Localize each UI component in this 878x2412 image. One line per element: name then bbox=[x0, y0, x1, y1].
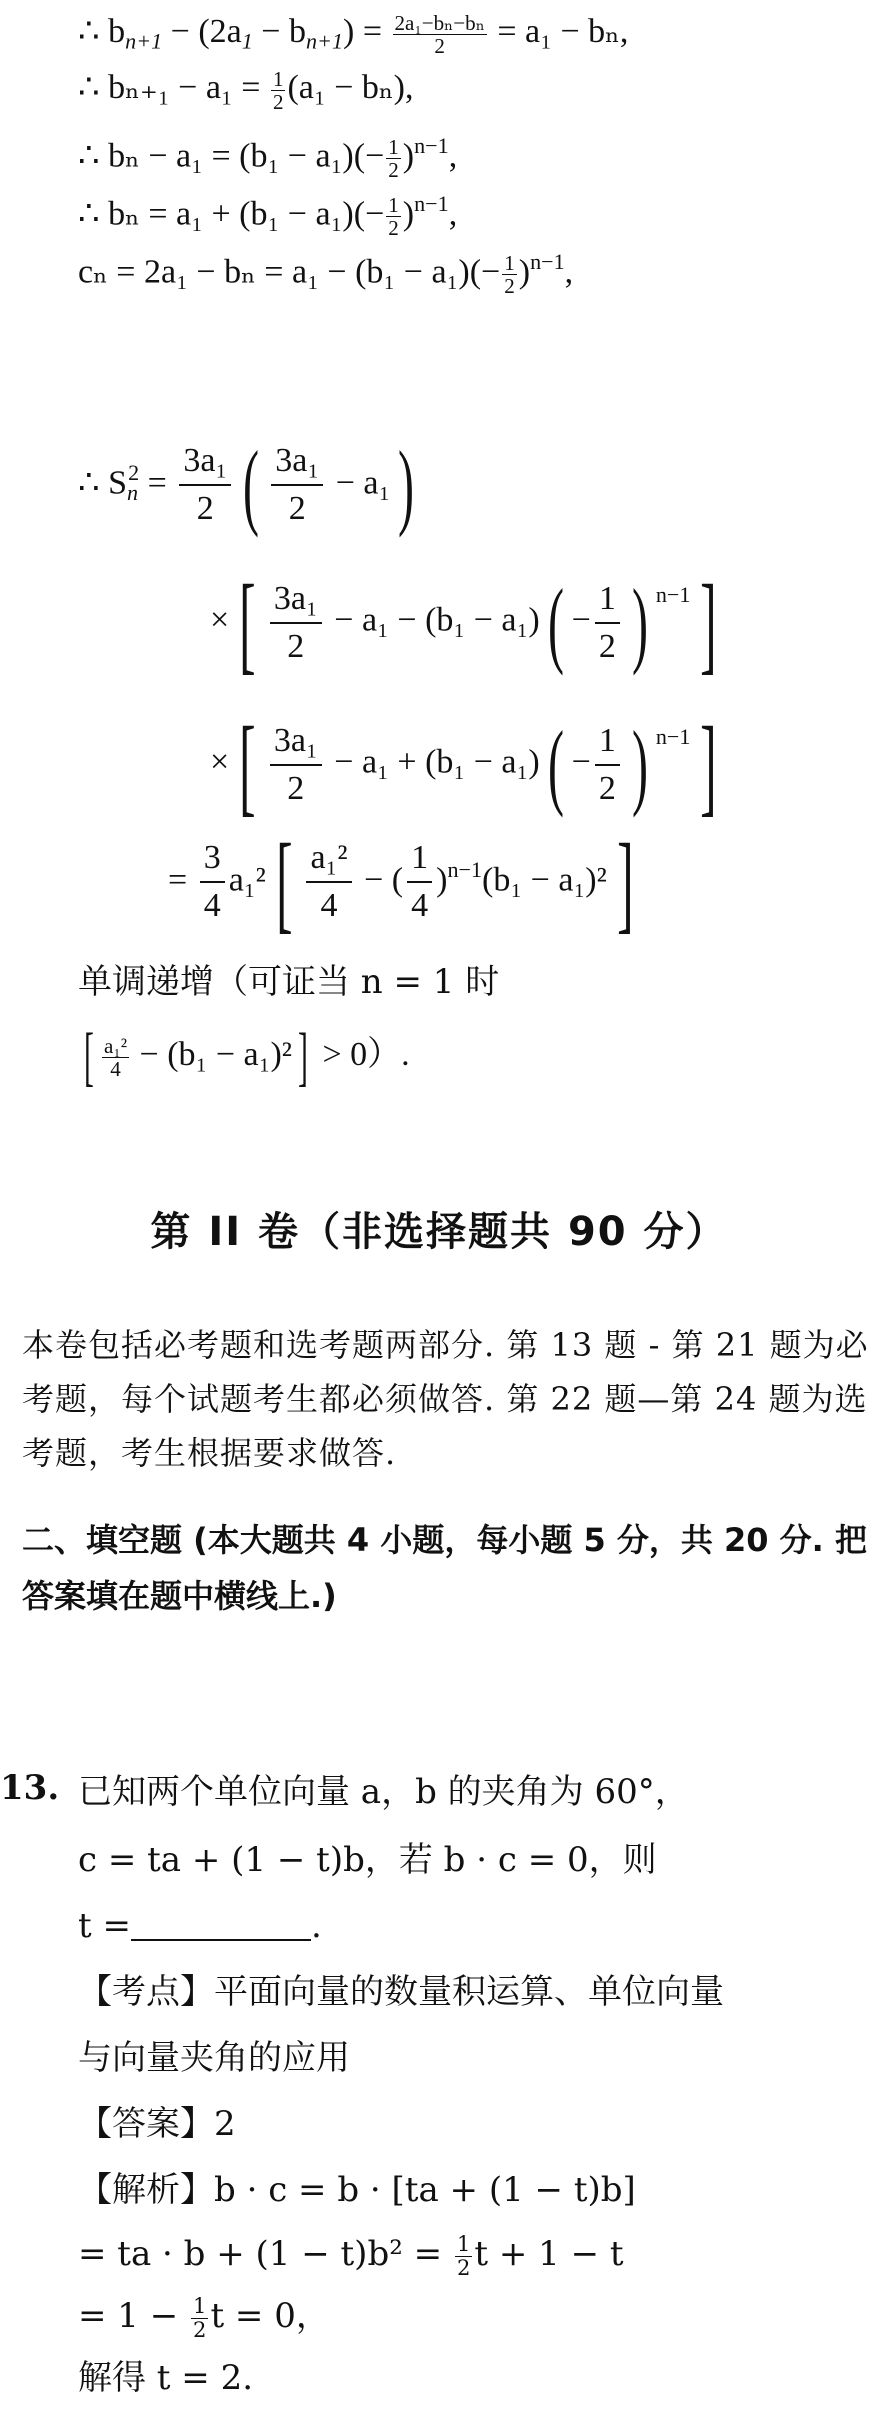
times-sign: × bbox=[210, 743, 230, 781]
fraction bbox=[386, 136, 401, 181]
text: = ta · b + (1 − t)b² = bbox=[78, 2234, 453, 2274]
kaodian-label: 【考点】 bbox=[78, 1972, 214, 2012]
text: (b₁ − a₁)² bbox=[482, 861, 607, 899]
numerator: 1 bbox=[595, 718, 620, 766]
numerator: 3 bbox=[200, 835, 225, 883]
fraction bbox=[271, 438, 323, 532]
numerator: 1 bbox=[272, 66, 284, 91]
jiexi-line-1 bbox=[78, 2168, 636, 2212]
left-paren: ( bbox=[243, 431, 260, 539]
fraction bbox=[407, 835, 432, 929]
left-paren: ( bbox=[547, 710, 564, 818]
right-bracket: ] bbox=[298, 1020, 308, 1094]
superscript: 2 bbox=[128, 460, 140, 485]
fraction bbox=[102, 1035, 129, 1080]
denominator: 2 bbox=[504, 273, 515, 298]
exponent: n−1 bbox=[414, 191, 449, 216]
fraction bbox=[595, 576, 620, 670]
derivation-line-4 bbox=[78, 182, 457, 239]
left-bracket: [ bbox=[275, 821, 293, 944]
denominator: 4 bbox=[320, 887, 338, 925]
text: − ( bbox=[355, 861, 404, 899]
right-paren: ) bbox=[631, 568, 648, 676]
numerator: 1 bbox=[595, 576, 620, 624]
derivation-line-1 bbox=[78, 10, 628, 64]
times-sign: × bbox=[210, 601, 230, 639]
numerator: 1 bbox=[504, 250, 515, 275]
right-bracket: ] bbox=[700, 703, 717, 826]
text: = bbox=[139, 464, 176, 502]
fraction bbox=[455, 2233, 472, 2278]
answer bbox=[78, 2102, 236, 2146]
denominator: 2 bbox=[196, 490, 214, 528]
q13-line-2 bbox=[78, 1838, 657, 1882]
kaodian bbox=[78, 1970, 724, 2014]
numerator: a₁² bbox=[103, 1033, 128, 1058]
fraction bbox=[306, 835, 351, 929]
left-paren: ( bbox=[547, 568, 564, 676]
text: . bbox=[310, 1906, 322, 1946]
denominator: 2 bbox=[193, 2316, 207, 2342]
jiexi-line-4 bbox=[78, 2356, 253, 2400]
fraction bbox=[502, 252, 517, 297]
text: ) bbox=[402, 195, 415, 233]
text: ∴ b bbox=[78, 13, 126, 50]
fraction bbox=[179, 438, 231, 532]
fraction bbox=[270, 576, 322, 670]
left-bracket: [ bbox=[239, 561, 256, 684]
denominator: 4 bbox=[203, 887, 221, 925]
text: ) = bbox=[343, 13, 391, 50]
denominator: 2 bbox=[598, 769, 616, 807]
fraction bbox=[595, 718, 620, 812]
text: − bbox=[571, 601, 591, 639]
part2-intro: 本卷包括必考题和选考题两部分. 第 13 题 - 第 21 题为必考题，每个试题考生都必须做答. 第 22 题—第 24 题为选考题，考生根据要求做答. bbox=[22, 1326, 869, 1472]
right-paren: ) bbox=[398, 431, 415, 539]
sn-row-1 bbox=[78, 418, 422, 539]
text: 解得 t = 2. bbox=[78, 2358, 254, 2398]
numerator: 1 bbox=[388, 134, 399, 159]
numerator: 3a₁ bbox=[270, 718, 322, 766]
denominator: 2 bbox=[288, 490, 306, 528]
numerator: 1 bbox=[388, 192, 399, 217]
question-number: 13. bbox=[0, 1768, 60, 1808]
text: − a₁ + (b₁ − a₁) bbox=[325, 743, 540, 781]
fraction bbox=[191, 2295, 208, 2340]
denominator: 2 bbox=[287, 627, 305, 665]
text: ∴ bₙ = a₁ + (b₁ − a₁)(− bbox=[78, 195, 385, 233]
numerator: 1 bbox=[193, 2293, 207, 2319]
denominator: 2 bbox=[388, 157, 399, 182]
monotone-line-2 bbox=[78, 1020, 410, 1094]
kaodian-cont bbox=[78, 2036, 350, 2080]
right-bracket: ] bbox=[616, 821, 634, 944]
jiexi-label: 【解析】 bbox=[78, 2170, 214, 2210]
answer-blank[interactable] bbox=[131, 1909, 311, 1941]
right-paren: ) bbox=[631, 710, 648, 818]
exponent: n−1 bbox=[447, 857, 482, 882]
exponent: n−1 bbox=[414, 133, 449, 158]
right-bracket: ] bbox=[700, 561, 717, 684]
answer-label: 【答案】 bbox=[78, 2104, 214, 2144]
numerator: 3a₁ bbox=[179, 438, 231, 486]
denominator: 2 bbox=[598, 627, 616, 665]
text: − bbox=[571, 743, 591, 781]
subscript: n bbox=[127, 479, 139, 505]
exponent: n−1 bbox=[655, 724, 691, 749]
text: 单调递增（可证当 n = 1 时 bbox=[78, 962, 500, 1002]
subscript: 1 bbox=[241, 28, 253, 54]
numerator: a₁² bbox=[306, 835, 351, 883]
left-bracket: [ bbox=[84, 1020, 94, 1094]
text: 已知两个单位向量 a，b 的夹角为 60°， bbox=[78, 1772, 689, 1812]
text: ∴ S bbox=[78, 464, 128, 502]
text: = a₁ − bₙ, bbox=[488, 13, 629, 50]
text: − (b₁ − a₁)² bbox=[131, 1036, 293, 1073]
jiexi-line-2 bbox=[78, 2232, 624, 2279]
text: a₁² bbox=[228, 861, 266, 899]
text: t = bbox=[78, 1906, 131, 1946]
fraction bbox=[386, 194, 401, 239]
answer-value: 2 bbox=[214, 2104, 236, 2144]
numerator: 3a₁ bbox=[270, 576, 322, 624]
numerator: 1 bbox=[407, 835, 432, 883]
sn-final-row bbox=[168, 815, 643, 944]
derivation-line-5 bbox=[78, 240, 573, 297]
kaodian-text: 平面向量的数量积运算、单位向量 bbox=[214, 1972, 724, 2012]
text: ) bbox=[518, 253, 531, 291]
denominator: 4 bbox=[110, 1056, 121, 1081]
section-heading: 二、填空题 (本大题共 4 小题，每小题 5 分，共 20 分. 把答案填在题中横线上.) bbox=[22, 1521, 867, 1615]
text: > 0）. bbox=[314, 1036, 410, 1073]
text: ∴ bₙ − a₁ = (b₁ − a₁)(− bbox=[78, 137, 385, 175]
text: , bbox=[564, 253, 574, 291]
text: c = ta + (1 − t)b，若 b · c = 0，则 bbox=[78, 1840, 657, 1880]
fraction bbox=[271, 68, 286, 113]
text: − a₁ bbox=[327, 464, 391, 502]
text: , bbox=[448, 195, 458, 233]
exponent: n−1 bbox=[655, 582, 691, 607]
left-bracket: [ bbox=[239, 703, 256, 826]
exponent: n−1 bbox=[530, 249, 565, 274]
text: , bbox=[448, 137, 458, 175]
subscript: n+1 bbox=[125, 28, 163, 54]
derivation-line-3 bbox=[78, 124, 457, 181]
numerator: 1 bbox=[456, 2231, 471, 2257]
q13-line-1 bbox=[78, 1770, 689, 1814]
text: = 1 − bbox=[78, 2296, 190, 2336]
text: − b bbox=[252, 13, 306, 50]
denominator: 2 bbox=[434, 33, 445, 58]
fraction bbox=[270, 718, 322, 812]
text: cₙ = 2a₁ − bₙ = a₁ − (b₁ − a₁)(− bbox=[78, 253, 501, 291]
denominator: 2 bbox=[456, 2254, 471, 2280]
sn-row-3 bbox=[210, 672, 727, 826]
text: ) bbox=[436, 861, 448, 899]
text: (a₁ − bₙ), bbox=[287, 69, 414, 106]
text: b · c = b · [ta + (1 − t)b] bbox=[214, 2170, 636, 2210]
denominator: 2 bbox=[272, 89, 284, 114]
text: ∴ bₙ₊₁ − a₁ = bbox=[78, 69, 269, 106]
text: ) bbox=[402, 137, 415, 175]
denominator: 4 bbox=[411, 887, 429, 925]
part2-heading: 第 II 卷（非选择题共 90 分） bbox=[150, 1209, 728, 1255]
monotone-line-1 bbox=[78, 960, 499, 1004]
text: − (2a bbox=[162, 13, 242, 50]
text: − a₁ − (b₁ − a₁) bbox=[325, 601, 540, 639]
derivation-line-2 bbox=[78, 66, 413, 113]
text: t + 1 − t bbox=[474, 2234, 624, 2274]
kaodian-text-2: 与向量夹角的应用 bbox=[78, 2038, 350, 2078]
fraction bbox=[200, 835, 225, 929]
q13-line-3 bbox=[78, 1904, 322, 1948]
sn-row-2 bbox=[210, 530, 727, 684]
text: t = 0， bbox=[210, 2296, 330, 2336]
numerator: 3a₁ bbox=[271, 438, 323, 486]
subscript: n+1 bbox=[305, 28, 343, 54]
text: = bbox=[168, 861, 196, 899]
fraction bbox=[393, 12, 487, 57]
jiexi-line-3 bbox=[78, 2294, 330, 2341]
denominator: 2 bbox=[287, 769, 305, 807]
denominator: 2 bbox=[388, 215, 399, 240]
numerator: 2a₁−bₙ−bₙ bbox=[394, 10, 485, 35]
